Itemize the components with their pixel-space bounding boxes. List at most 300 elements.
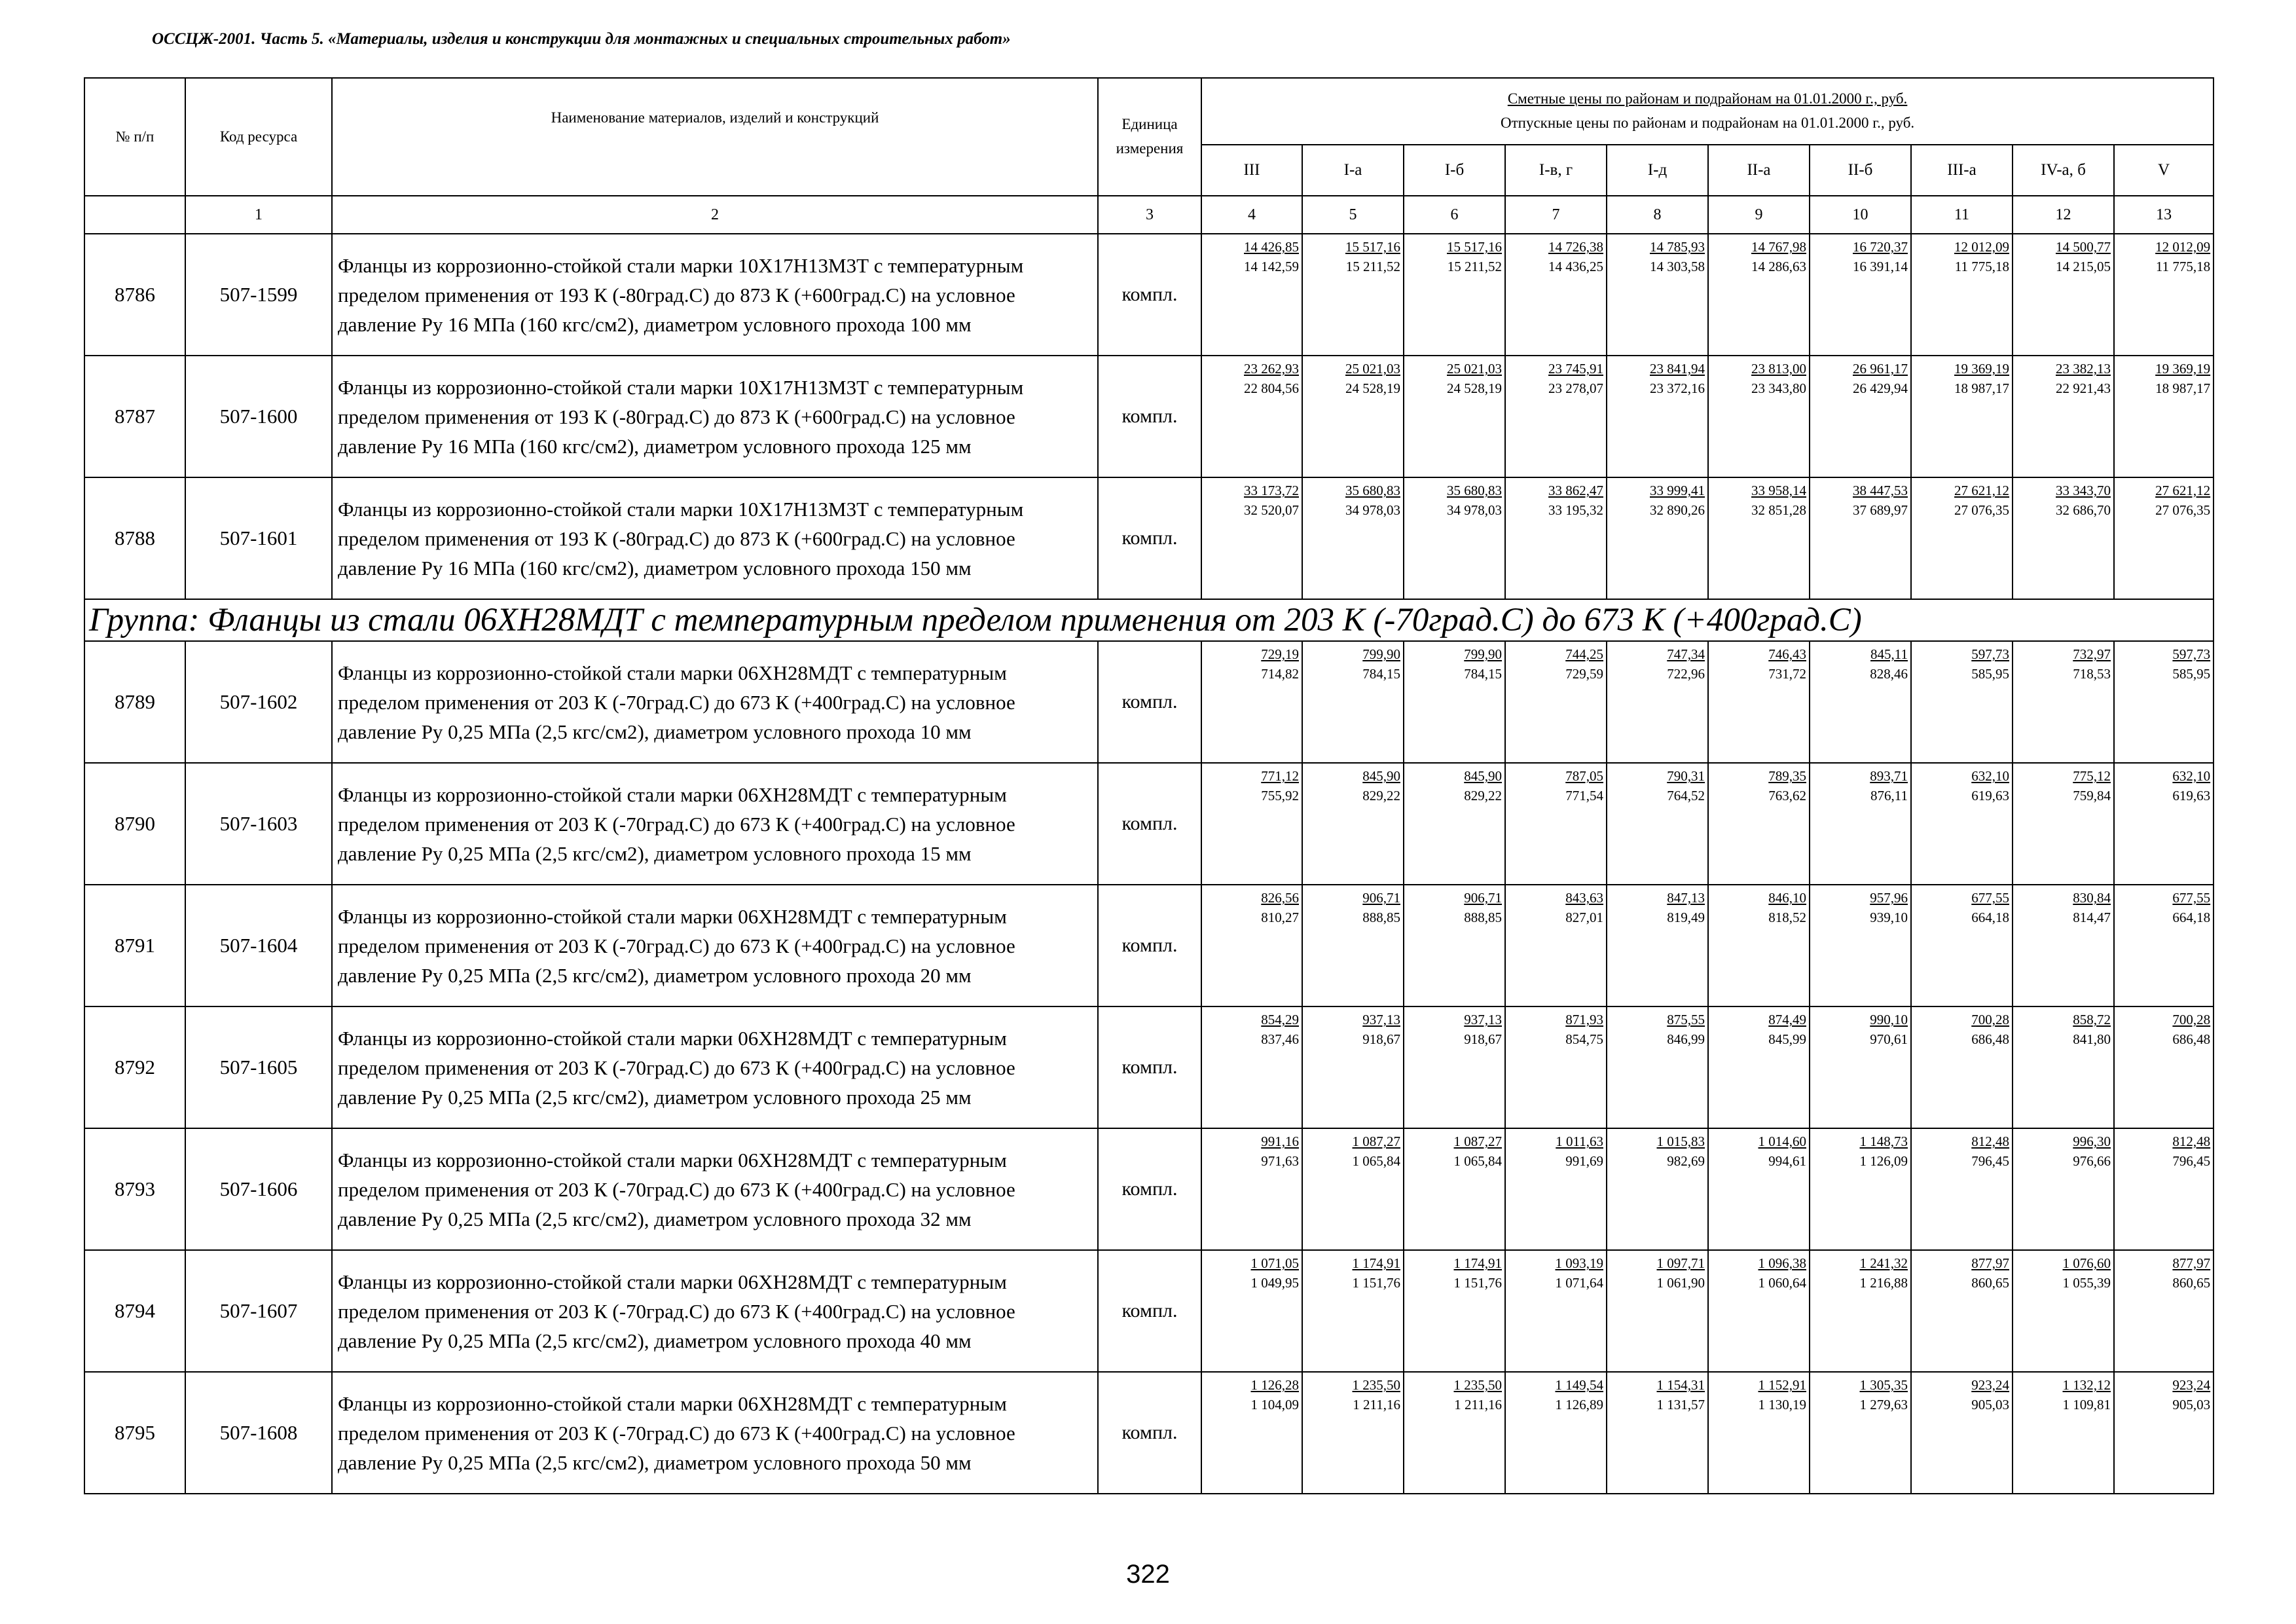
material-name-line: давление Ру 16 МПа (160 кгс/см2), диаметром условного прохода 100 мм [338,312,972,336]
table-row [84,1128,2214,1250]
estimate-price: 14 426,85 [1244,239,1299,255]
release-price: 619,63 [1971,788,2009,803]
page-number: 322 [1126,1560,1170,1589]
release-price: 971,63 [1261,1153,1299,1169]
release-price: 876,11 [1870,788,1908,803]
material-name-line: Фланцы из коррозионно-стойкой стали марки 06ХН28МДТ с температурным [338,661,1007,684]
price-cell [1607,1250,1708,1372]
table-row [84,477,2214,599]
price-cell [1911,1250,2013,1372]
release-price: 905,03 [2172,1397,2211,1412]
region-label: II-б [1810,145,1911,196]
estimate-price: 1 011,63 [1556,1134,1603,1149]
price-cell [1607,234,1708,356]
release-price: 33 195,32 [1548,502,1603,518]
material-name [332,885,1098,1006]
region-label: I-в, г [1505,145,1607,196]
price-cell [1607,1006,1708,1128]
group-row [84,599,2214,641]
table-row [84,234,2214,356]
estimate-price: 746,43 [1768,646,1806,662]
release-price: 23 278,07 [1548,380,1603,396]
region-label: I-а [1302,145,1404,196]
price-cell [1505,1250,1607,1372]
material-name-line: пределом применения от 203 К (-70град.С) до 673 К (+400град.С) на условное [338,1421,1015,1445]
release-price: 905,03 [1971,1397,2009,1412]
price-cell [1201,641,1302,763]
price-cell [1201,1128,1302,1250]
resource-code: 507-1603 [185,763,332,885]
row-number: 8786 [84,234,185,356]
price-cell [2114,1128,2214,1250]
price-cell [1810,1372,1911,1494]
price-cell [2114,356,2214,477]
material-name [332,356,1098,477]
material-name-line: давление Ру 0,25 МПа (2,5 кгс/см2), диаметром условного прохода 50 мм [338,1450,972,1474]
estimate-price: 25 021,03 [1345,361,1400,377]
release-price: 27 076,35 [2155,502,2211,518]
estimate-price: 1 087,27 [1453,1134,1502,1149]
material-name-line: Фланцы из коррозионно-стойкой стали марки 06ХН28МДТ с температурным [338,1392,1007,1415]
row-number: 8792 [84,1006,185,1128]
price-cell [2114,1006,2214,1128]
estimate-price: 27 621,12 [2155,483,2211,498]
estimate-price: 875,55 [1667,1012,1705,1027]
release-price: 1 065,84 [1352,1153,1400,1169]
estimate-price: 1 235,50 [1453,1377,1502,1393]
estimate-price: 700,28 [1971,1012,2009,1027]
estimate-price: 1 015,83 [1656,1134,1705,1149]
estimate-price: 23 262,93 [1244,361,1299,377]
release-price: 1 131,57 [1656,1397,1705,1412]
estimate-price: 843,63 [1565,890,1603,906]
release-price: 814,47 [2073,910,2111,925]
release-price: 918,67 [1464,1031,1502,1047]
release-price: 991,69 [1565,1153,1603,1169]
table-row [84,356,2214,477]
release-price: 32 851,28 [1751,502,1806,518]
estimate-price: 937,13 [1464,1012,1502,1027]
material-name [332,1006,1098,1128]
price-cell [1911,1006,2013,1128]
price-cell [1201,885,1302,1006]
column-number: 12 [2013,196,2114,234]
price-cell [1607,356,1708,477]
material-name-line: пределом применения от 193 К (-80град.С) до 873 К (+600град.С) на условное [338,283,1015,306]
release-price: 982,69 [1667,1153,1705,1169]
release-price: 14 303,58 [1650,259,1705,274]
release-price: 755,92 [1261,788,1299,803]
region-label: V [2114,145,2214,196]
column-number: 1 [185,196,332,234]
table-row [84,1250,2214,1372]
release-price: 585,95 [2172,666,2211,682]
release-price: 26 429,94 [1853,380,1908,396]
resource-code: 507-1599 [185,234,332,356]
price-cell [1505,1006,1607,1128]
price-cell [1505,234,1607,356]
price-cell [1708,1250,1810,1372]
release-price: 939,10 [1870,910,1908,925]
release-price: 796,45 [1971,1153,2009,1169]
column-number: 7 [1505,196,1607,234]
release-price: 34 978,03 [1447,502,1502,518]
estimate-price: 996,30 [2073,1134,2111,1149]
price-cell [1505,763,1607,885]
row-number: 8795 [84,1372,185,1494]
price-cell [1911,234,2013,356]
release-price: 841,80 [2073,1031,2111,1047]
release-price: 718,53 [2073,666,2111,682]
resource-code: 507-1607 [185,1250,332,1372]
estimate-price: 747,34 [1667,646,1705,662]
header-row [84,78,2214,145]
estimate-price: 787,05 [1565,768,1603,784]
unit: компл. [1098,1128,1201,1250]
price-cell [1302,234,1404,356]
release-price: 14 286,63 [1751,259,1806,274]
header-name: Наименование материалов, изделий и конструкций [332,78,1098,196]
price-cell [1708,641,1810,763]
estimate-price: 27 621,12 [1954,483,2009,498]
price-cell [1708,1372,1810,1494]
price-cell [2013,641,2114,763]
header-prices [1201,78,2214,145]
group-title: Группа: Фланцы из стали 06ХН28МДТ с температурным пределом применения от 203 К (-70град.С) до 673 К (+400град.С) [84,599,2214,641]
price-cell [1607,641,1708,763]
column-number: 13 [2114,196,2214,234]
price-cell [1505,885,1607,1006]
price-cell [1911,1128,2013,1250]
column-number: 4 [1201,196,1302,234]
row-number: 8788 [84,477,185,599]
release-price: 1 126,09 [1859,1153,1908,1169]
release-price: 818,52 [1768,910,1806,925]
estimate-price: 732,97 [2073,646,2111,662]
material-name-line: давление Ру 0,25 МПа (2,5 кгс/см2), диаметром условного прохода 15 мм [338,841,972,865]
material-name-line: пределом применения от 203 К (-70град.С) до 673 К (+400град.С) на условное [338,934,1015,957]
resource-code: 507-1602 [185,641,332,763]
release-price: 796,45 [2172,1153,2211,1169]
estimate-price: 23 841,94 [1650,361,1705,377]
price-cell [1911,356,2013,477]
price-cell [2013,1128,2114,1250]
price-cell [1911,641,2013,763]
estimate-price: 1 174,91 [1453,1255,1502,1271]
estimate-price: 12 012,09 [1954,239,2009,255]
release-price: 32 520,07 [1244,502,1299,518]
price-cell [1607,885,1708,1006]
release-price: 759,84 [2073,788,2111,803]
estimate-price: 826,56 [1261,890,1299,906]
release-price: 829,22 [1362,788,1400,803]
release-price: 14 142,59 [1244,259,1299,274]
material-name-line: давление Ру 0,25 МПа (2,5 кгс/см2), диаметром условного прохода 10 мм [338,720,972,743]
release-price: 1 151,76 [1453,1275,1502,1291]
estimate-price: 14 726,38 [1548,239,1603,255]
material-name [332,763,1098,885]
unit: компл. [1098,885,1201,1006]
estimate-price: 1 132,12 [2062,1377,2111,1393]
release-price: 846,99 [1667,1031,1705,1047]
release-price: 810,27 [1261,910,1299,925]
price-cell [1404,1372,1505,1494]
release-price: 771,54 [1565,788,1603,803]
region-label: II-а [1708,145,1810,196]
estimate-price: 19 369,19 [1954,361,2009,377]
price-cell [1810,477,1911,599]
row-number: 8790 [84,763,185,885]
price-cell [1404,1006,1505,1128]
price-cell [2114,641,2214,763]
resource-code: 507-1601 [185,477,332,599]
price-cell [1708,1128,1810,1250]
column-number: 3 [1098,196,1201,234]
release-price: 763,62 [1768,788,1806,803]
column-number: 10 [1810,196,1911,234]
release-price: 829,22 [1464,788,1502,803]
release-price: 34 978,03 [1345,502,1400,518]
price-cell [2013,356,2114,477]
estimate-price: 789,35 [1768,768,1806,784]
price-cell [1911,1372,2013,1494]
price-cell [1505,356,1607,477]
unit: компл. [1098,356,1201,477]
release-price: 827,01 [1565,910,1603,925]
price-cell [1404,234,1505,356]
estimate-price: 1 087,27 [1352,1134,1400,1149]
price-cell [1810,1006,1911,1128]
estimate-price: 846,10 [1768,890,1806,906]
estimate-price: 845,90 [1464,768,1502,784]
estimate-price: 799,90 [1464,646,1502,662]
release-price: 1 109,81 [2062,1397,2111,1412]
estimate-price: 33 958,14 [1751,483,1806,498]
price-cell [2114,1372,2214,1494]
row-number: 8791 [84,885,185,1006]
estimate-price: 1 097,71 [1656,1255,1705,1271]
price-cell [1505,1372,1607,1494]
estimate-price: 771,12 [1261,768,1299,784]
estimate-price: 877,97 [2172,1255,2211,1271]
release-price: 994,61 [1768,1153,1806,1169]
release-price: 845,99 [1768,1031,1806,1047]
material-name-line: Фланцы из коррозионно-стойкой стали марки 06ХН28МДТ с температурным [338,1148,1007,1172]
release-price: 970,61 [1870,1031,1908,1047]
release-price: 24 528,19 [1447,380,1502,396]
material-name [332,234,1098,356]
release-price: 32 686,70 [2056,502,2111,518]
resource-code: 507-1608 [185,1372,332,1494]
release-price: 918,67 [1362,1031,1400,1047]
region-label: IV-а, б [2013,145,2114,196]
estimate-price: 14 500,77 [2056,239,2111,255]
release-price: 1 211,16 [1353,1397,1400,1412]
estimate-price: 38 447,53 [1853,483,1908,498]
price-cell [2013,1006,2114,1128]
estimate-price: 1 096,38 [1758,1255,1806,1271]
row-number: 8787 [84,356,185,477]
estimate-price: 854,29 [1261,1012,1299,1027]
column-number: 5 [1302,196,1404,234]
material-name-line: Фланцы из коррозионно-стойкой стали марки 10Х17Н13М3Т с температурным [338,375,1024,399]
price-cell [1810,356,1911,477]
price-cell [1505,1128,1607,1250]
estimate-price: 775,12 [2073,768,2111,784]
estimate-price: 937,13 [1362,1012,1400,1027]
price-cell [1302,885,1404,1006]
table-row [84,641,2214,763]
price-cell [1302,1372,1404,1494]
estimate-price: 597,73 [1971,646,2009,662]
price-cell [1302,477,1404,599]
price-cell [1302,641,1404,763]
price-cell [1810,234,1911,356]
estimate-price: 14 785,93 [1650,239,1705,255]
table-row [84,1372,2214,1494]
estimate-price: 1 093,19 [1555,1255,1603,1271]
price-cell [1505,477,1607,599]
estimate-price: 799,90 [1362,646,1400,662]
price-cell [1404,1128,1505,1250]
estimate-price: 23 745,91 [1548,361,1603,377]
column-number: 11 [1911,196,2013,234]
material-name-line: пределом применения от 193 К (-80град.С) до 873 К (+600град.С) на условное [338,405,1015,428]
estimate-price: 25 021,03 [1447,361,1502,377]
header-unit: Единица измерения [1098,78,1201,196]
release-price: 714,82 [1261,666,1299,682]
release-price: 16 391,14 [1853,259,1908,274]
estimate-price: 632,10 [1971,768,2009,784]
release-price: 18 987,17 [2155,380,2211,396]
material-name-line: Фланцы из коррозионно-стойкой стали марки 06ХН28МДТ с температурным [338,904,1007,928]
region-label: III-а [1911,145,2013,196]
estimate-price: 790,31 [1667,768,1705,784]
release-price: 819,49 [1667,910,1705,925]
estimate-price: 23 813,00 [1751,361,1806,377]
price-cell [1404,477,1505,599]
price-cell [1810,1250,1911,1372]
resource-code: 507-1605 [185,1006,332,1128]
material-name [332,477,1098,599]
estimate-price: 906,71 [1362,890,1400,906]
price-cell [1302,356,1404,477]
release-price: 23 343,80 [1751,380,1806,396]
estimate-price: 847,13 [1667,890,1705,906]
estimate-price: 871,93 [1565,1012,1603,1027]
estimate-price: 597,73 [2172,646,2211,662]
material-name-line: давление Ру 0,25 МПа (2,5 кгс/см2), диаметром условного прохода 20 мм [338,963,972,987]
release-price: 888,85 [1362,910,1400,925]
release-price: 1 130,19 [1758,1397,1806,1412]
estimate-price: 35 680,83 [1447,483,1502,498]
header-code: Код ресурса [185,78,332,196]
release-price: 14 436,25 [1548,259,1603,274]
estimate-price: 1 148,73 [1859,1134,1908,1149]
unit: компл. [1098,641,1201,763]
material-name-line: пределом применения от 193 К (-80град.С) до 873 К (+600град.С) на условное [338,526,1015,550]
price-cell [1404,641,1505,763]
material-name-line: пределом применения от 203 К (-70град.С) до 673 К (+400град.С) на условное [338,1299,1015,1323]
column-number: 2 [332,196,1098,234]
price-cell [1201,763,1302,885]
estimate-price: 858,72 [2073,1012,2111,1027]
release-price: 1 211,16 [1454,1397,1502,1412]
estimate-price: 19 369,19 [2155,361,2211,377]
estimate-price: 15 517,16 [1447,239,1502,255]
release-price: 664,18 [1971,910,2009,925]
estimate-price: 874,49 [1768,1012,1806,1027]
price-cell [1404,356,1505,477]
price-cell [1607,1128,1708,1250]
release-price: 860,65 [1971,1275,2009,1291]
material-name-line: давление Ру 0,25 МПа (2,5 кгс/см2), диаметром условного прохода 32 мм [338,1207,972,1230]
header-prices-release: Отпускные цены по районам и подрайонам на 01.01.2000 г., руб. [1500,115,1915,131]
material-name [332,1128,1098,1250]
release-price: 1 126,89 [1555,1397,1603,1412]
unit: компл. [1098,234,1201,356]
material-name-line: давление Ру 0,25 МПа (2,5 кгс/см2), диаметром условного прохода 40 мм [338,1329,972,1352]
price-cell [2114,1250,2214,1372]
estimate-price: 845,90 [1362,768,1400,784]
estimate-price: 26 961,17 [1853,361,1908,377]
estimate-price: 812,48 [2172,1134,2211,1149]
table-row [84,1006,2214,1128]
estimate-price: 906,71 [1464,890,1502,906]
unit: компл. [1098,1250,1201,1372]
release-price: 1 279,63 [1859,1397,1908,1412]
table-row [84,885,2214,1006]
price-cell [1302,1250,1404,1372]
price-cell [2013,477,2114,599]
estimate-price: 923,24 [2172,1377,2211,1393]
estimate-price: 1 235,50 [1352,1377,1400,1393]
release-price: 888,85 [1464,910,1502,925]
estimate-price: 35 680,83 [1345,483,1400,498]
estimate-price: 845,11 [1870,646,1908,662]
price-cell [2013,1372,2114,1494]
price-cell [1911,763,2013,885]
unit: компл. [1098,1372,1201,1494]
estimate-price: 677,55 [1971,890,2009,906]
estimate-price: 830,84 [2073,890,2111,906]
release-price: 18 987,17 [1954,380,2009,396]
price-cell [2013,763,2114,885]
region-label: I-б [1404,145,1505,196]
header-prices-estimate: Сметные цены по районам и подрайонам на 01.01.2000 г., руб. [1507,90,1908,107]
release-price: 585,95 [1971,666,2009,682]
material-name [332,1250,1098,1372]
price-cell [1708,1006,1810,1128]
price-cell [1505,641,1607,763]
price-cell [1201,234,1302,356]
estimate-price: 12 012,09 [2155,239,2211,255]
release-price: 1 049,95 [1250,1275,1299,1291]
estimate-price: 16 720,37 [1853,239,1908,255]
estimate-price: 33 173,72 [1244,483,1299,498]
price-cell [1201,356,1302,477]
release-price: 1 071,64 [1555,1275,1603,1291]
price-cell [1810,763,1911,885]
price-cell [1810,885,1911,1006]
release-price: 23 372,16 [1650,380,1705,396]
price-table [84,77,2214,1494]
estimate-price: 14 767,98 [1751,239,1806,255]
estimate-price: 1 149,54 [1555,1377,1603,1393]
price-cell [1201,1006,1302,1128]
release-price: 976,66 [2073,1153,2111,1169]
estimate-price: 1 014,60 [1758,1134,1806,1149]
